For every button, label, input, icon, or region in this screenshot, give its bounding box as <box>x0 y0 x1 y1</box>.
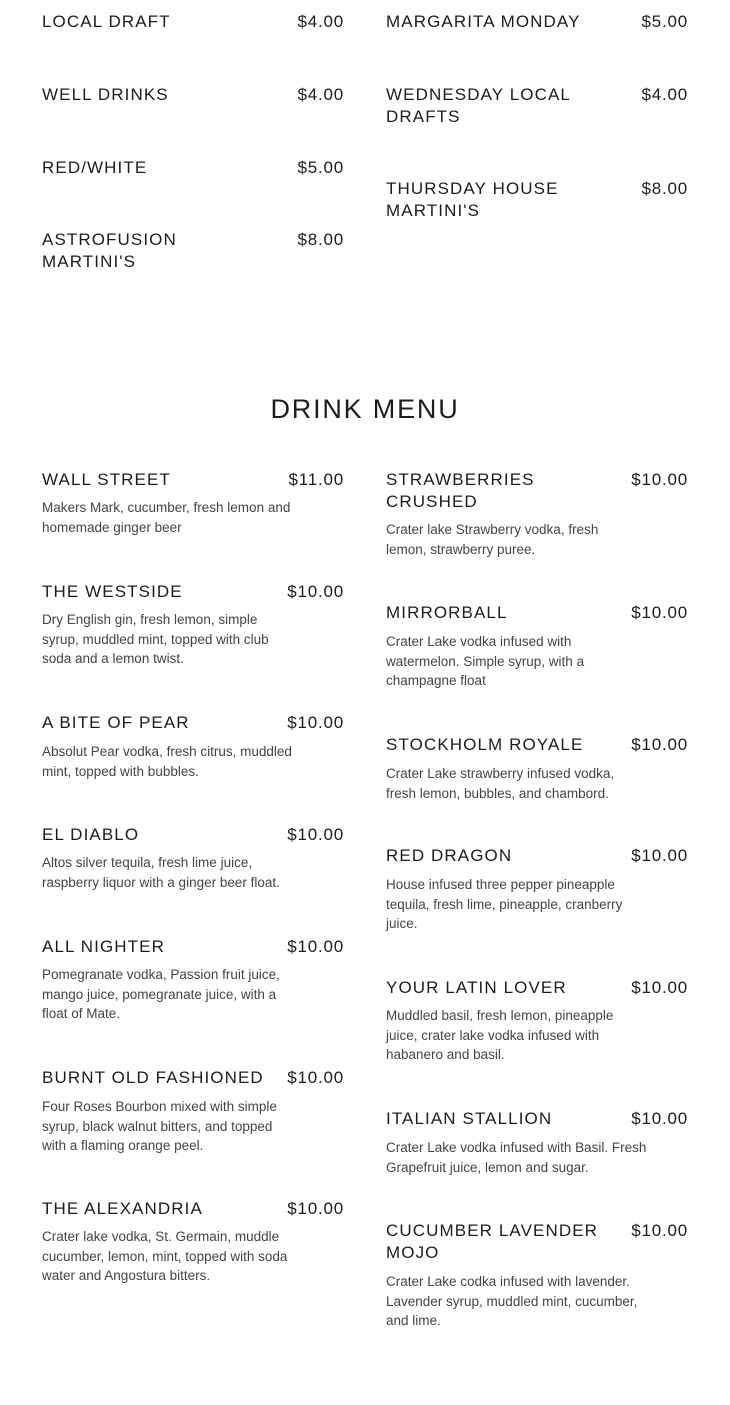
item-description: Crater Lake strawberry infused vodka, fresh lemon, bubbles, and chambord. <box>386 766 615 801</box>
item-description: Crater Lake codka infused with lavender. Lavender syrup, muddled mint, cucumber, and lime. <box>386 1274 638 1329</box>
item-price: $10.00 <box>631 1221 688 1240</box>
item-name: ASTROFUSION MARTINI'S <box>42 230 177 271</box>
item-description: Muddled basil, fresh lemon, pineapple juice, crater lake vodka infused with habanero and basil. <box>386 1008 614 1063</box>
item-price: $11.00 <box>288 470 344 489</box>
item-description: Pomegranate vodka, Passion fruit juice, mango juice, pomegranate juice, with a float of Mate. <box>42 967 280 1022</box>
item-name: THE ALEXANDRIA <box>42 1199 203 1218</box>
item-price: $10.00 <box>287 1068 344 1087</box>
item-price: $10.00 <box>631 735 688 754</box>
item-name: MARGARITA MONDAY <box>386 12 581 31</box>
item-name: STOCKHOLM ROYALE <box>386 735 584 754</box>
item-name: CUCUMBER LAVENDER MOJO <box>386 1221 599 1262</box>
item-description: Altos silver tequila, fresh lime juice, raspberry liquor with a ginger beer float. <box>42 855 280 890</box>
item-description: Makers Mark, cucumber, fresh lemon and homemade ginger beer <box>42 500 291 535</box>
item-price: $10.00 <box>631 978 688 997</box>
item-description: Crater lake vodka, St. Germain, muddle cucumber, lemon, mint, topped with soda water and Angostura bitters. <box>42 1229 288 1284</box>
item-name: A BITE OF PEAR <box>42 713 190 732</box>
item-name: WALL STREET <box>42 470 171 489</box>
item-name: RED DRAGON <box>386 846 513 865</box>
item-name: YOUR LATIN LOVER <box>386 978 567 997</box>
item-description: Four Roses Bourbon mixed with simple syrup, black walnut bitters, and topped with a flaming orange peel. <box>42 1099 277 1154</box>
item-price: $5.00 <box>641 12 688 31</box>
item-price: $4.00 <box>641 85 688 104</box>
item-price: $10.00 <box>287 582 344 601</box>
section-title: DRINK MENU <box>270 394 460 424</box>
item-price: $10.00 <box>287 825 344 844</box>
item-price: $8.00 <box>297 230 344 249</box>
item-description: Crater lake Strawberry vodka, fresh lemon, strawberry puree. <box>386 522 599 557</box>
item-description: Absolut Pear vodka, fresh citrus, muddled mint, topped with bubbles. <box>42 744 292 779</box>
item-price: $4.00 <box>297 85 344 104</box>
item-description: Crater Lake vodka infused with watermelon. Simple syrup, with a champagne float <box>386 634 585 689</box>
item-name: EL DIABLO <box>42 825 140 844</box>
item-name: RED/WHITE <box>42 158 148 177</box>
item-name: ALL NIGHTER <box>42 937 165 956</box>
item-price: $10.00 <box>631 1109 688 1128</box>
item-price: $5.00 <box>297 158 344 177</box>
item-name: BURNT OLD FASHIONED <box>42 1068 264 1087</box>
item-price: $8.00 <box>641 179 688 198</box>
item-name: MIRRORBALL <box>386 603 508 622</box>
item-name: THE WESTSIDE <box>42 582 183 601</box>
item-name: ITALIAN STALLION <box>386 1109 553 1128</box>
item-description: Dry English gin, fresh lemon, simple syrup, muddled mint, topped with club soda and a lemon twist. <box>42 612 269 667</box>
item-name: WEDNESDAY LOCAL DRAFTS <box>386 85 571 126</box>
item-price: $4.00 <box>297 12 344 31</box>
item-price: $10.00 <box>287 937 344 956</box>
item-price: $10.00 <box>631 470 688 489</box>
item-price: $10.00 <box>287 713 344 732</box>
item-name: LOCAL DRAFT <box>42 12 171 31</box>
item-name: THURSDAY HOUSE MARTINI'S <box>386 179 559 220</box>
item-description: House infused three pepper pineapple tequila, fresh lime, pineapple, cranberry juice. <box>386 877 623 932</box>
item-name: WELL DRINKS <box>42 85 169 104</box>
item-price: $10.00 <box>287 1199 344 1218</box>
item-name: STRAWBERRIES CRUSHED <box>386 470 535 511</box>
item-price: $10.00 <box>631 846 688 865</box>
item-price: $10.00 <box>631 603 688 622</box>
item-description: Crater Lake vodka infused with Basil. Fresh Grapefruit juice, lemon and sugar. <box>386 1140 647 1175</box>
